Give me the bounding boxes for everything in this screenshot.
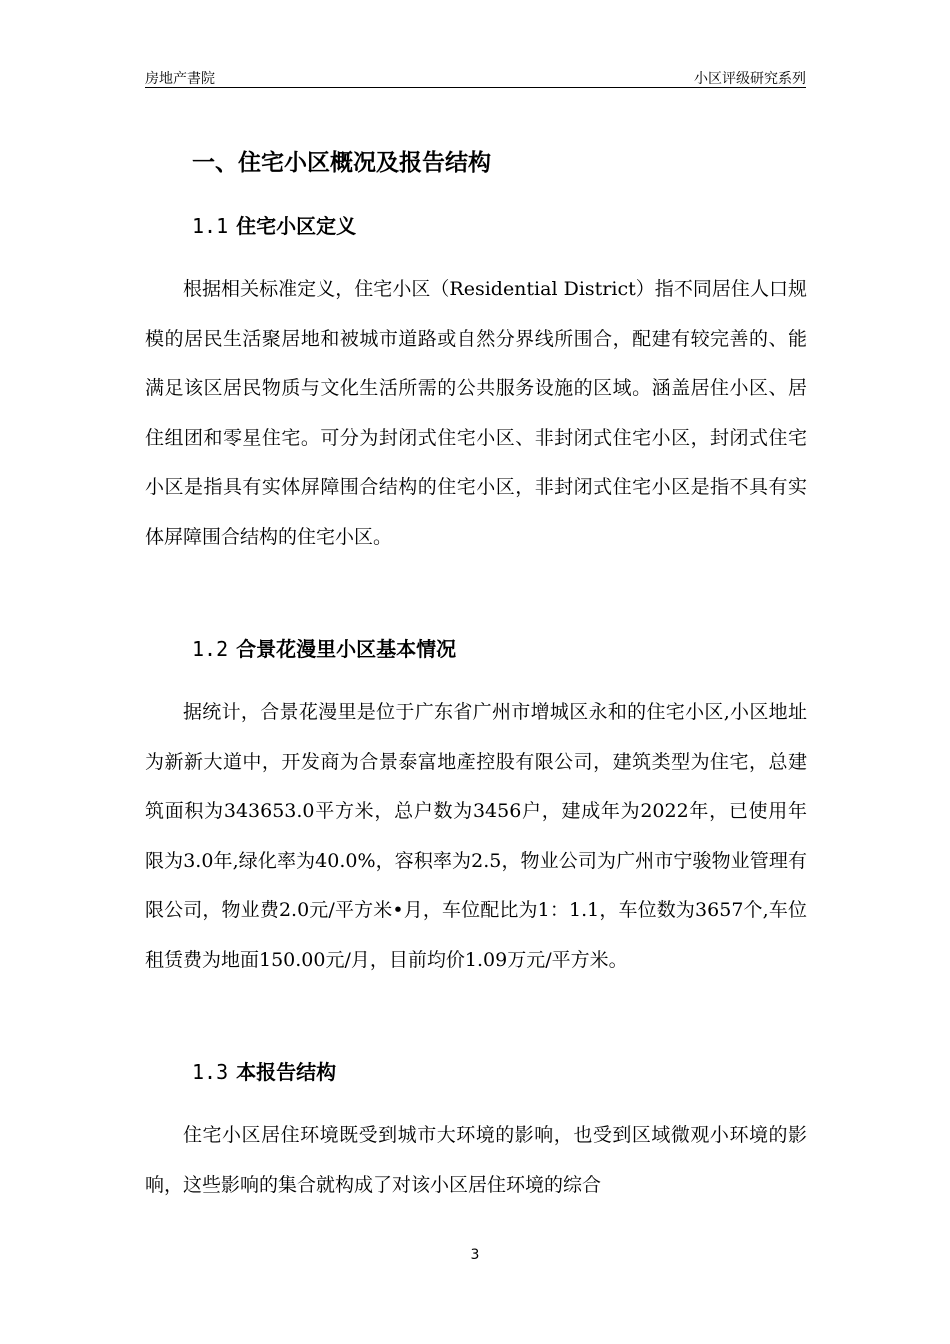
paragraph-report-structure: 住宅小区居住环境既受到城市大环境的影响，也受到区域微观小环境的影响，这些影响的集合就构成了对该小区居住环境的综合 (145, 1124, 807, 1196)
header-series: 小区评级研究系列 (694, 71, 806, 87)
paragraph-definition: 根据相关标准定义，住宅小区（Residential District）指不同居住人口规模的居民生活聚居地和被城市道路或自然分界线所围合，配建有较完善的、能满足该区居民物质与文化生活所需的公共服务设施的区域。涵盖居住小区、居住组团和零星住宅。可分为封闭式住宅小区、非封闭式住宅小区，封闭式住宅小区是指具有实体屏障围合结构的住宅小区，非封闭式住宅小区是指不具有实体屏障围合结构的住宅小区。 (145, 278, 807, 548)
subsection-number: 1.3 (192, 1060, 229, 1084)
page-header (145, 64, 806, 88)
subsection-title: 住宅小区定义 (236, 214, 357, 238)
subsection-title: 合景花漫里小区基本情况 (236, 637, 457, 661)
section-title: 一、住宅小区概况及报告结构 (192, 150, 491, 176)
subsection-heading-1-1 (192, 210, 356, 242)
header-rule (145, 87, 806, 88)
subsection-title: 本报告结构 (236, 1060, 337, 1084)
paragraph-community-info: 据统计，合景花漫里是位于广东省广州市增城区永和的住宅小区,小区地址为新新大道中，开发商为合景泰富地產控股有限公司，建筑类型为住宅，总建筑面积为343653.0平方米，总户数为3456户，建成年为2022年，已使用年限为3.0年,绿化率为40.0%，容积率为2.5，物业公司为广州市宁骏物业管理有限公司，物业费2.0元/平方米•月，车位配比为1：1.1，车位数为3657个,车位租赁费为地面150.00元/月，目前均价1.09万元/平方米。 (145, 701, 807, 971)
header-publisher: 房地产書院 (145, 71, 215, 87)
page-number: 3 (470, 1247, 480, 1263)
subsection-number: 1.2 (192, 637, 229, 661)
subsection-heading-1-2 (192, 633, 456, 665)
subsection-number: 1.1 (192, 214, 229, 238)
subsection-heading-1-3 (192, 1056, 336, 1088)
